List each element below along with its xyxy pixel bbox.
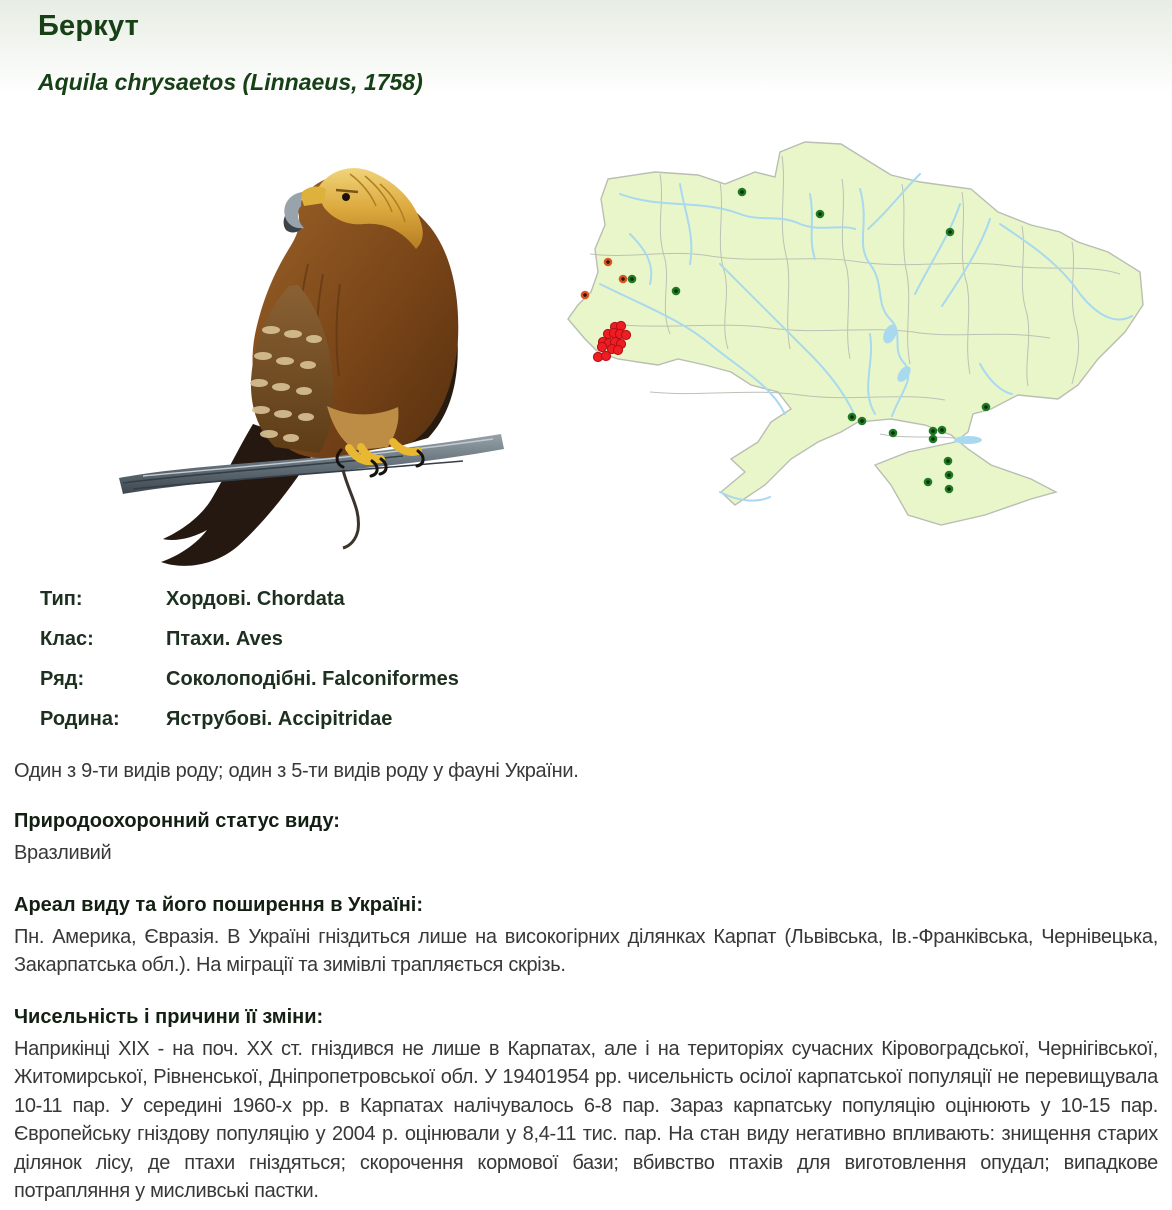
- eagle-drawing: [103, 134, 521, 566]
- record-dot-red: [621, 330, 630, 339]
- record-dot-green-core: [860, 419, 864, 423]
- taxonomy-row: [40, 628, 1172, 651]
- ukraine-outline: [568, 142, 1143, 525]
- distribution-map: [560, 134, 1172, 558]
- page-title: Беркут: [38, 10, 140, 42]
- status-section-body: Вразливий: [14, 842, 112, 864]
- eagle-eye: [342, 193, 350, 201]
- record-dot-green-core: [946, 459, 950, 463]
- range-section-body: Пн. Америка, Євразія. В Україні гніздиться лише на високогірних ділянках Карпат (Львівська, Ів.-Франківська, Чернівецька, Закарпатська обл.). На міграції та зимівлі трапляється скрізь.: [14, 925, 1158, 976]
- twig: [343, 470, 358, 548]
- intro-text: Один з 9-ти видів роду; один з 5-ти видів роду у фауні України.: [14, 760, 579, 782]
- population-section-body: Наприкінці XIX - на поч. XX ст. гніздився не лише в Карпатах, але і на територіях сучасних Кіровоградської, Чернігівської, Житомирської, Рівненської, Дніпропетровської обл. У 19401954 рр. чисельність осілої карпатської популяції не перевищувала 10-11 пар. У середині 1960-х рр. в Карпатах налічувалось 6-8 пар. Зараз карпатську популяцію оцінюють у 10-15 пар. Європейську гніздову популяцію у 2004 р. оцінювали у 8,4-11 тис. пар. На стан виду негативно впливають: знищення старих ділянок лісу, де птахи гніздяться; скорочення кормової бази; вбивство птахів для виготовлення опудал; випадкове потрапляння у мисливські пастки.: [14, 1037, 1158, 1202]
- taxonomy-row: [40, 588, 1172, 611]
- record-dot-green-core: [630, 277, 634, 281]
- taxonomy-value: Хордові. Chordata: [166, 588, 345, 610]
- record-dot-green-core: [818, 212, 822, 216]
- population-section-heading: Чисельність і причини її зміни:: [14, 1005, 324, 1028]
- record-dot-green-core: [674, 289, 678, 293]
- taxonomy-label: Тип:: [40, 588, 83, 610]
- record-dot-green-core: [984, 405, 988, 409]
- record-dot-red: [597, 342, 606, 351]
- record-dot-red-ringed-core: [583, 293, 587, 297]
- taxonomy-label: Родина:: [40, 708, 120, 730]
- taxonomy-label: Ряд:: [40, 668, 85, 690]
- record-dot-red-ringed-core: [606, 260, 610, 264]
- range-section-heading: Ареал виду та його поширення в Україні:: [14, 893, 423, 916]
- species-page: [0, 10, 1172, 1210]
- figure-row: [0, 134, 1172, 566]
- record-dot-green-core: [891, 431, 895, 435]
- taxonomy-label: Клас:: [40, 628, 94, 650]
- record-dot-green-core: [947, 487, 951, 491]
- taxonomy-row: [40, 708, 1172, 731]
- record-dot-green-core: [947, 473, 951, 477]
- taxonomy-value: Соколоподібні. Falconiformes: [166, 668, 459, 690]
- record-dot-green-core: [740, 190, 744, 194]
- record-dot-green-core: [931, 437, 935, 441]
- beak-cere: [300, 187, 326, 206]
- taxonomy-value: Птахи. Aves: [166, 628, 283, 650]
- status-section-heading: Природоохоронний статус виду:: [14, 810, 340, 832]
- ukraine-map: [560, 134, 1172, 558]
- taxonomy-table: [40, 588, 1172, 731]
- eagle-illustration: [103, 134, 521, 566]
- record-dot-green-core: [948, 230, 952, 234]
- record-dot-red-ringed-core: [621, 277, 625, 281]
- record-dot-green-core: [940, 428, 944, 432]
- taxonomy-row: [40, 668, 1172, 691]
- taxonomy-value: Яструбові. Accipitridae: [166, 708, 393, 730]
- record-dot-red: [613, 345, 622, 354]
- species-latin-name: Aquila chrysaetos (Linnaeus, 1758): [38, 69, 423, 95]
- record-dot-green-core: [850, 415, 854, 419]
- record-dot-red: [601, 351, 610, 360]
- record-dot-green-core: [926, 480, 930, 484]
- record-dot-green-core: [931, 429, 935, 433]
